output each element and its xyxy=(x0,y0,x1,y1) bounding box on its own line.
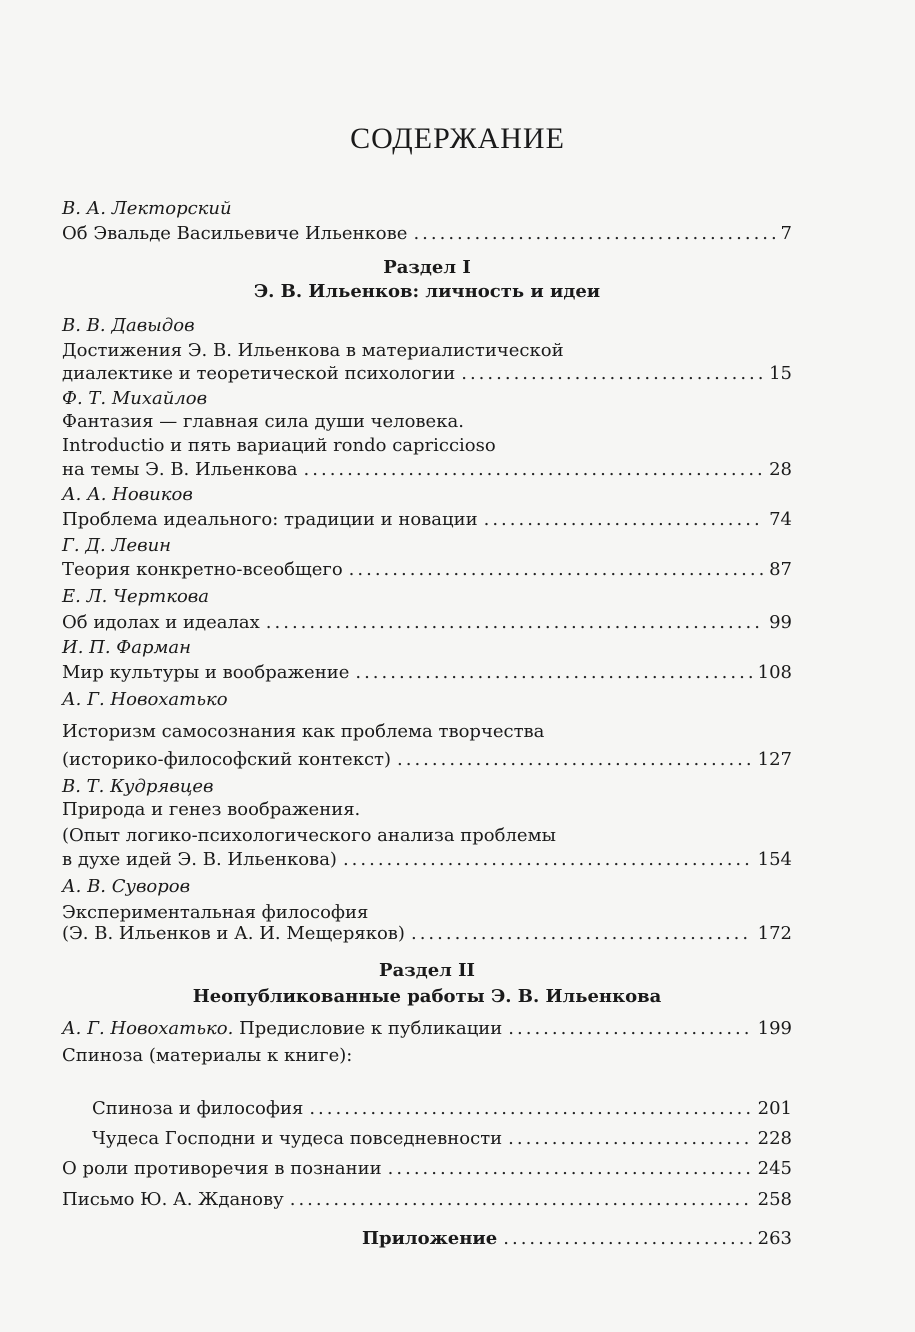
section1-heading: Раздел I xyxy=(383,257,471,278)
leader-dots xyxy=(343,846,752,874)
leader-dots xyxy=(290,1186,752,1214)
toc-entry[interactable]: Проблема идеального: традиции и новации ..... 74 xyxy=(62,506,792,534)
section2-subtitle: Неопубликованные работы Э. В. Ильенкова xyxy=(192,986,662,1007)
toc-author: Г. Д. Левин xyxy=(62,535,172,556)
toc-author: Ф. Т. Михайлов xyxy=(62,388,208,409)
toc-entry-contradiction[interactable]: О роли противоречия в познании ..... 245 xyxy=(62,1155,792,1183)
leader-dots xyxy=(411,920,752,948)
toc-entry-spinoza-1[interactable]: Спиноза и философия ..... 201 xyxy=(92,1095,792,1123)
toc-entry-spinoza-2[interactable]: Чудеса Господни и чудеса повседневности ..... 228 xyxy=(92,1125,792,1153)
toc-entry-appendix[interactable]: Приложение ..... 263 xyxy=(362,1225,792,1253)
toc-entry-intro[interactable]: Об Эвальде Васильевиче Ильенкове ..... 7 xyxy=(62,220,792,248)
toc-entry[interactable]: Теория конкретно-всеобщего ..... 87 xyxy=(62,556,792,584)
toc-entry[interactable]: Мир культуры и воображение ..... 108 xyxy=(62,659,792,687)
toc-title-line: Фантазия — главная сила души человека. xyxy=(62,411,464,432)
leader-dots xyxy=(304,456,764,484)
toc-author: В. В. Давыдов xyxy=(62,315,195,336)
leader-dots xyxy=(388,1155,752,1183)
toc-title-line: Достижения Э. В. Ильенкова в материалистической xyxy=(62,340,564,361)
toc-entry[interactable]: (историко-философский контекст) ..... 127 xyxy=(62,746,792,774)
leader-dots xyxy=(508,1125,751,1153)
toc-entry[interactable]: на темы Э. В. Ильенкова ..... 28 xyxy=(62,456,792,484)
leader-dots xyxy=(484,506,764,534)
toc-author: А. А. Новиков xyxy=(62,484,193,505)
toc-entry[interactable]: Об идолах и идеалах ..... 99 xyxy=(62,609,792,637)
leader-dots xyxy=(397,746,752,774)
toc-entry-letter[interactable]: Письмо Ю. А. Жданову ..... 258 xyxy=(62,1186,792,1214)
toc-author: И. П. Фарман xyxy=(62,637,191,658)
leader-dots xyxy=(349,556,763,584)
toc-title-line: (Опыт логико-психологического анализа проблемы xyxy=(62,825,556,846)
toc-author: В. Т. Кудрявцев xyxy=(62,776,214,797)
page-title: СОДЕРЖАНИЕ xyxy=(350,122,565,155)
toc-author: Е. Л. Черткова xyxy=(62,586,209,607)
toc-title-line: Introductio и пять вариаций rondo capriccioso xyxy=(62,435,496,456)
toc-title-line: Историзм самосознания как проблема творчества xyxy=(62,721,545,742)
leader-dots xyxy=(355,659,751,687)
toc-entry-preface[interactable]: А. Г. Новохатько. Предисловие к публикации ..... 199 xyxy=(62,1015,792,1043)
section2-heading: Раздел II xyxy=(379,960,475,981)
leader-dots xyxy=(508,1015,751,1043)
toc-entry[interactable]: диалектике и теоретической психологии ..... 15 xyxy=(62,360,792,388)
toc-author: А. Г. Новохатько xyxy=(62,689,228,710)
leader-dots xyxy=(503,1225,751,1253)
leader-dots xyxy=(413,220,774,248)
intro-author: В. А. Лекторский xyxy=(62,198,232,219)
toc-title-line: Экспериментальная философия xyxy=(62,902,369,923)
toc-entry[interactable]: (Э. В. Ильенков и А. И. Мещеряков) ..... 172 xyxy=(62,920,792,948)
leader-dots xyxy=(461,360,763,388)
leader-dots xyxy=(309,1095,751,1123)
spinoza-heading: Спиноза (материалы к книге): xyxy=(62,1045,353,1066)
toc-author: А. В. Суворов xyxy=(62,876,191,897)
section1-subtitle: Э. В. Ильенков: личность и идеи xyxy=(253,281,601,302)
toc-entry[interactable]: в духе идей Э. В. Ильенкова) ..... 154 xyxy=(62,846,792,874)
leader-dots xyxy=(266,609,763,637)
toc-title-line: Природа и генез воображения. xyxy=(62,799,361,820)
